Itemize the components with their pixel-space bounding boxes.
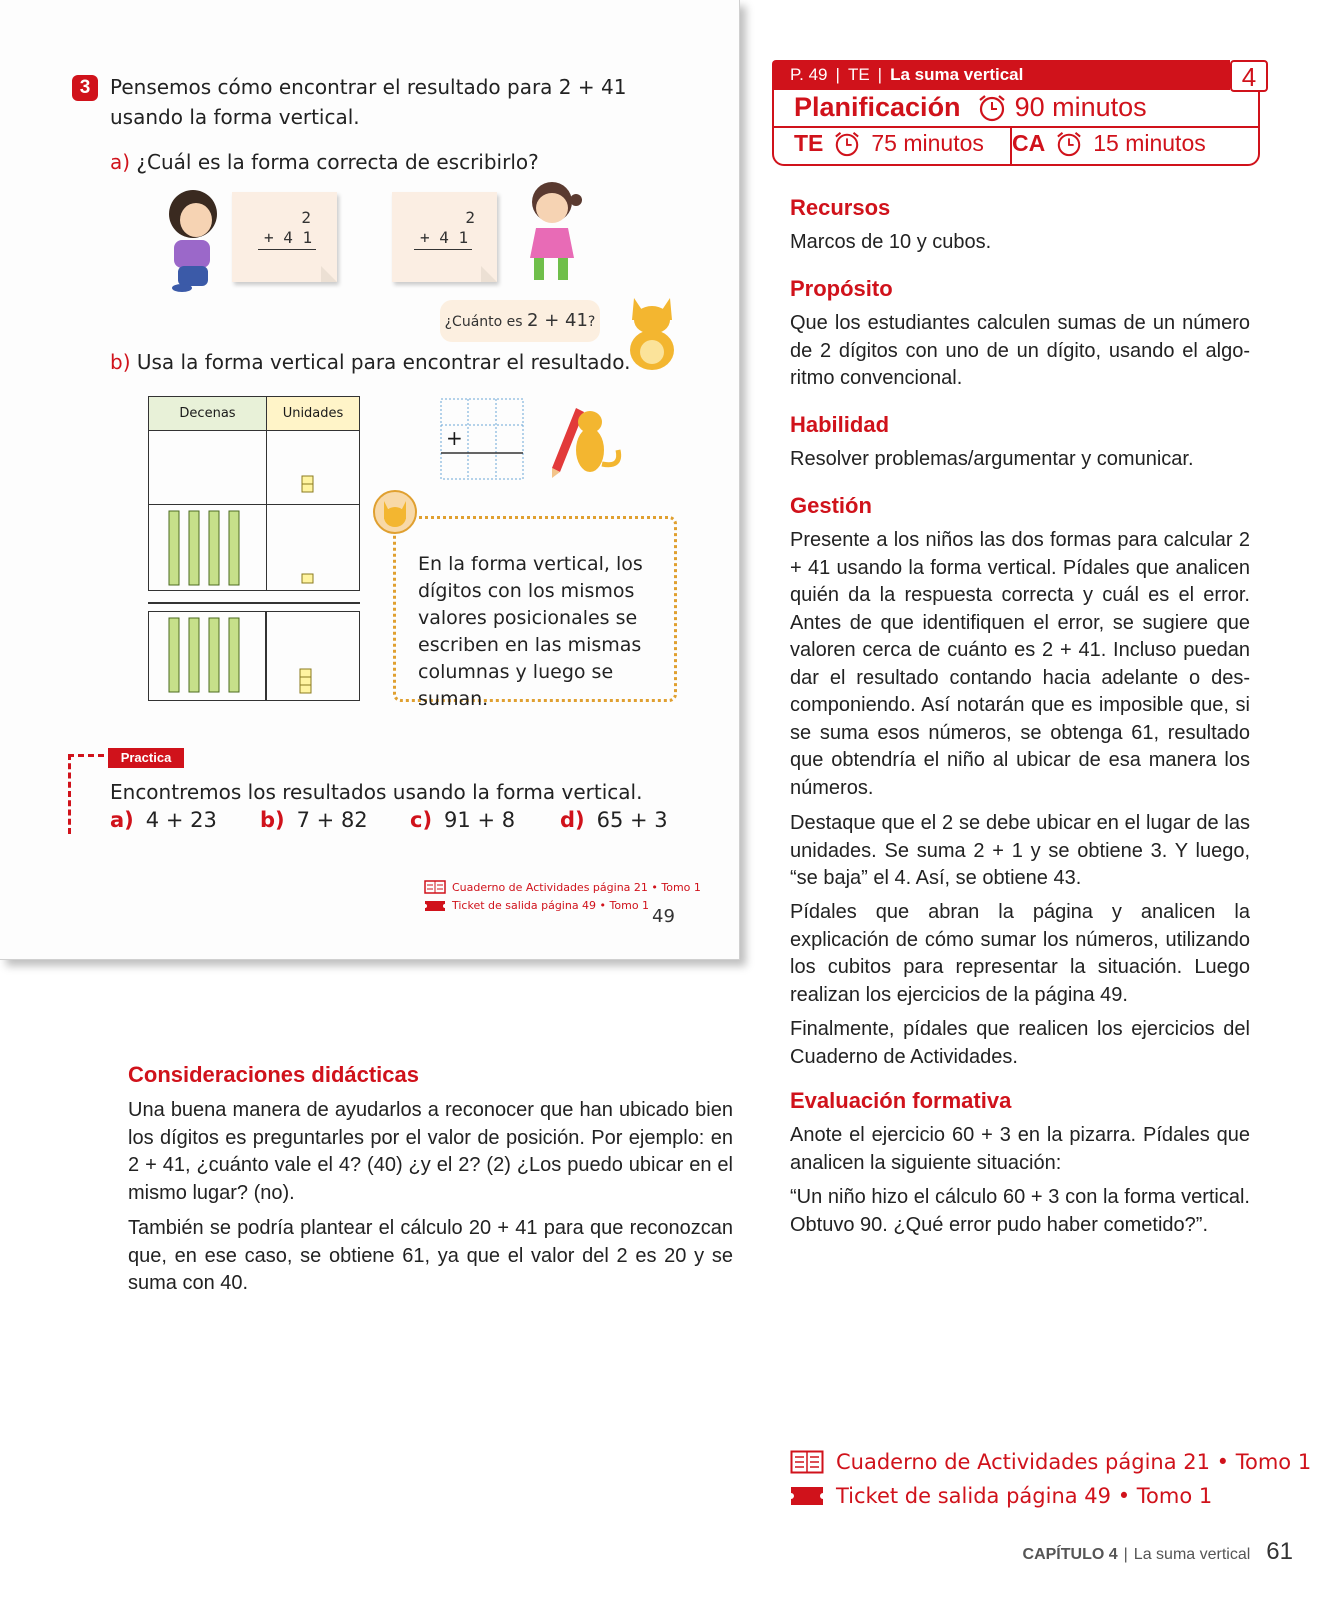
habilidad-body: Resolver problemas/argumentar y comunicar. — [790, 448, 1194, 470]
ticket-icon — [424, 900, 446, 912]
info-box — [393, 516, 677, 710]
tens-cell-empty — [149, 431, 267, 505]
evaluacion-paragraph-2: “Un niño hizo el cálculo 60 + 3 con la forma vertical. Obtuvo 90. ¿Qué error pudo haber cometido?”. — [790, 1186, 1250, 1236]
ten-rods-icon — [167, 616, 247, 694]
header-tens: Decenas — [149, 397, 267, 431]
card-left-bottom: + 4 1 — [258, 228, 316, 250]
planning-box — [772, 60, 1262, 166]
vertical-form-card-left — [232, 192, 337, 282]
question-b — [110, 350, 630, 374]
consideraciones-paragraph-1: Una buena manera de ayudarlos a reconocer que han ubicado bien los dígitos es preguntarles por el valor de posición. Por ejemplo: en 2 + 41, ¿cuánto vale el 4? (40) ¿y el 2? (2) ¿Los puedo ubicar en el mismo lugar? (no). — [128, 1099, 733, 1204]
sum-line — [148, 602, 360, 604]
card-left-top: 2 — [301, 208, 311, 227]
header-units: Unidades — [267, 397, 360, 431]
gestion-paragraph-2: Destaque que el 2 se debe ubicar en el lugar de las unidades. Se suma 2 + 1 y se obtiene 3. Y luego, “se baja” el 4. Así, se obtiene 43. — [790, 812, 1250, 889]
speech-bubble — [440, 300, 600, 342]
question-number-badge: 3 — [72, 75, 98, 101]
habilidad-heading: Habilidad — [790, 412, 890, 437]
question-b-label: b) — [110, 350, 131, 374]
te-label: TE — [794, 130, 824, 156]
consideraciones-paragraph-2: También se podría plantear el cálculo 20 + 41 para que reconozcan que, en ese caso, se obtiene 61, ya que el valor del 2 es 20 y se suma con 40. — [128, 1217, 733, 1294]
question-b-text: Usa la forma vertical para encontrar el resultado. — [136, 350, 631, 374]
column-divider — [265, 612, 267, 700]
page-ref: P. 49 — [790, 65, 828, 84]
speech-expression: 2 + 41 — [527, 310, 588, 331]
question-a — [110, 150, 539, 174]
unit-cubes-icon — [301, 475, 315, 495]
ten-rods-icon — [167, 509, 247, 587]
practica-item: a) 4 + 23 — [110, 808, 217, 832]
result-table — [148, 611, 360, 701]
card-right-top: 2 — [465, 208, 475, 227]
te-time: 75 minutos — [871, 130, 984, 156]
te-ref: TE — [847, 65, 870, 84]
ca-time-block — [1012, 130, 1206, 157]
speech-prefix: ¿Cuánto es — [444, 314, 523, 330]
teacher-ref-ticket — [790, 1484, 1212, 1508]
teacher-ref-cuaderno — [790, 1450, 1311, 1474]
speech-suffix: ? — [587, 314, 596, 330]
recursos-heading: Recursos — [790, 195, 891, 220]
info-text: En la forma vertical, los dígitos con los mismos valores posicionales se escriben en las mismas columnas y luego se suman. — [418, 553, 643, 710]
units-cell-one — [267, 505, 360, 591]
student-ref-ticket — [424, 899, 649, 912]
cat-with-pencil-illustration — [546, 398, 632, 482]
unit-cube-icon — [301, 573, 315, 585]
student-page-number: 49 — [652, 906, 675, 927]
gestion-paragraph-3: Pídales que abran la página y analicen la explicación de cómo sumar los números, utilizando los cubitos para representar la situación. Luego realizan los ejercicios de la página 49. — [790, 901, 1250, 1006]
gestion-heading: Gestión — [790, 493, 872, 518]
tens-cell-forty — [149, 505, 267, 591]
evaluacion-paragraph-1: Anote el ejercicio 60 + 3 en la pizarra. Pídales que analicen la siguiente situación: — [790, 1124, 1250, 1174]
planning-topbar: P. 49 | TE | La suma vertical — [772, 60, 1230, 90]
question-a-label: a) — [110, 150, 131, 174]
alarm-clock-icon — [833, 131, 861, 157]
planning-body — [772, 90, 1260, 166]
practica-text: Encontremos los resultados usando la forma vertical. — [110, 780, 643, 804]
practica-item: c) 91 + 8 — [410, 808, 516, 832]
book-icon — [790, 1450, 824, 1474]
footer-chapter: CAPÍTULO 4 — [1022, 1546, 1118, 1563]
card-fold — [321, 266, 337, 282]
chapter-number: 4 — [1230, 60, 1268, 92]
practica-tag: Practica — [108, 748, 184, 768]
student-ref-cuaderno — [424, 880, 701, 894]
evaluacion-heading: Evaluación formativa — [790, 1088, 1012, 1113]
planning-total-time: 90 minutos — [1014, 92, 1147, 122]
planning-total — [794, 92, 1147, 123]
planning-divider — [774, 126, 1258, 128]
teacher-ref-cuaderno-text: Cuaderno de Actividades página 21 • Tomo 1 — [836, 1450, 1312, 1474]
place-value-table — [148, 396, 360, 591]
units-cell-two — [267, 431, 360, 505]
student-ref-cuaderno-text: Cuaderno de Actividades página 21 • Tomo 1 — [452, 880, 701, 894]
practica-bracket-top — [68, 754, 104, 757]
practica-items — [110, 808, 710, 832]
ca-time: 15 minutos — [1093, 130, 1206, 156]
lesson-topic: La suma vertical — [890, 65, 1024, 84]
recursos-body: Marcos de 10 y cubos. — [790, 231, 992, 253]
student-ref-ticket-text: Ticket de salida página 49 • Tomo 1 — [452, 899, 650, 912]
alarm-clock-icon — [1055, 131, 1083, 157]
planning-title: Planificación — [794, 92, 961, 122]
book-icon — [424, 880, 446, 894]
gestion-paragraph-4: Finalmente, pídales que realicen los ejercicios del Cuaderno de Actividades. — [790, 1018, 1250, 1068]
page-footer — [1023, 1538, 1293, 1566]
question-3-text: Pensemos cómo encontrar el resultado para 2 + 41 usando la forma vertical. — [110, 75, 627, 129]
boy-illustration — [160, 186, 226, 294]
gestion-paragraph-1: Presente a los niños las dos formas para calcular 2 + 41 usando la forma vertical. Pídales que analicen quién da la respuesta correcta y cuál es el error. Antes de que identifiquen el error, se sugiere que valoren cerca de cuánto es 2 + 41. Incluso puedan dar el resultado contando hacia adelante o des-componiendo. Así notarán que es imposible que, si se suma esos números, se obtenga 61, resultado que obtendría el niño al ubicar de esa manera los números. — [790, 529, 1250, 799]
teacher-ref-ticket-text: Ticket de salida página 49 • Tomo 1 — [836, 1484, 1213, 1508]
card-right-bottom: + 4 1 — [414, 228, 472, 250]
grid-plus-sign: + — [446, 426, 463, 450]
planning-split — [794, 130, 1254, 157]
vertical-form-card-right — [392, 192, 497, 282]
card-fold — [481, 266, 497, 282]
consideraciones-heading: Consideraciones didácticas — [128, 1062, 419, 1087]
alarm-clock-icon — [977, 94, 1007, 122]
practica-bracket — [68, 754, 72, 834]
ca-label: CA — [1012, 130, 1046, 156]
te-time-block — [794, 130, 1012, 157]
footer-topic: La suma vertical — [1133, 1546, 1251, 1563]
proposito-heading: Propósito — [790, 276, 893, 301]
question-a-text: ¿Cuál es la forma correcta de escribirlo? — [136, 150, 539, 174]
student-page — [0, 0, 740, 960]
practica-item: d) 65 + 3 — [560, 808, 668, 832]
proposito-body: Que los estudiantes calculen sumas de un número de 2 dígitos con uno de un dígito, usando el algo-ritmo convencional. — [790, 312, 1250, 389]
girl-illustration — [518, 178, 590, 290]
cat-face-icon — [372, 489, 418, 535]
footer-page-number: 61 — [1266, 1538, 1293, 1565]
ticket-icon — [790, 1486, 824, 1506]
cat-illustration — [622, 292, 682, 372]
footer-separator: | — [1123, 1546, 1128, 1563]
practica-item: b) 7 + 82 — [260, 808, 368, 832]
unit-cubes-icon — [299, 668, 313, 696]
